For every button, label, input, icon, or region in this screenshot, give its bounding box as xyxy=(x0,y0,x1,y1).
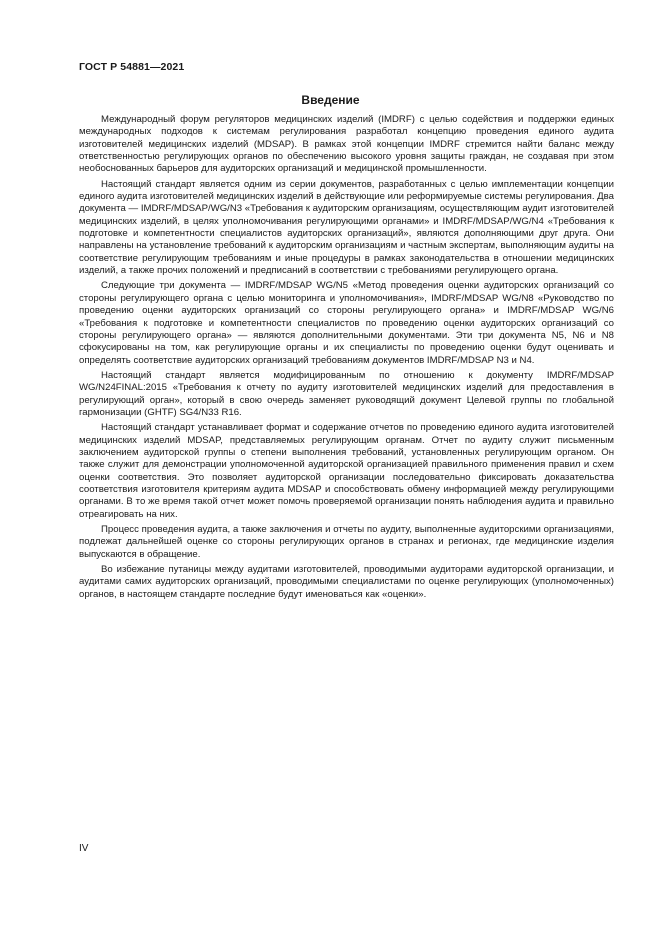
paragraph: Международный форум регуляторов медицинских изделий (IMDRF) с целью содействия и поддержки единых международных подходов к системам регулирования разработал концепцию проведения единого аудита изготовителей медицинских изделий (MDSAP). В рамках этой концепции IMDRF стремится найти баланс между ответственностью регулирующих органов по обеспечению высокого уровня защиты граждан, не создавая при этом необоснованных барьеров для аудиторских организаций и медицинской промышленности. xyxy=(79,114,614,175)
paragraph: Настоящий стандарт устанавливает формат и содержание отчетов по проведению единого аудита изготовителей медицинских изделий MDSAP, представляемых регулирующим органам. Отчет по аудиту служит письменным заключением аудиторской группы о степени выполнения требований, установленных регулирующим органом. Он также служит для демонстрации уполномоченной аудиторской организацией правильного применения правил и схем оценки соответствия. Это позволяет аудиторской организации последовательно фиксировать доказательства соответствия изготовителя критериям аудита MDSAP и способствовать обмену информацией между регулирующими органами. В то же время такой отчет может помочь проверяемой организации понять наблюдения аудита и правильно отреагировать на них. xyxy=(79,422,614,520)
section-title: Введение xyxy=(301,93,360,107)
paragraph: Процесс проведения аудита, а также заключения и отчеты по аудиту, выполненные аудиторскими организациями, подлежат дальнейшей оценке со стороны регулирующих органов в странах и регионах, где медицинские изделия выпускаются в обращение. xyxy=(79,524,614,560)
document-body xyxy=(79,114,614,604)
document-header-standard: ГОСТ Р 54881—2021 xyxy=(79,61,185,73)
paragraph: Во избежание путаницы между аудитами изготовителей, проводимыми аудиторами аудиторской организации, и аудитами самих аудиторских организаций, проводимыми специалистами по оценке регулирующих (уполномоченных) органов, в настоящем стандарте последние будут именоваться как «оценки». xyxy=(79,564,614,600)
paragraph: Следующие три документа — IMDRF/MDSAP WG/N5 «Метод проведения оценки аудиторских организаций со стороны регулирующего органа с целью мониторинга и уполномочивания», IMDRF/MDSAP WG/N8 «Руководство по проведению оценки аудиторских организаций со стороны регулирующего органа» и IMDRF/MDSAP WG/N6 «Требования к подготовке и компетентности специалистов по проведению оценки аудиторских организаций со стороны регулирующего органа» — являются дополнительными документами. Эти три документа N5, N6 и N8 сфокусированы на том, как регулирующие органы и их специалисты по проведению оценки будут оценивать и определять соответствие аудиторских организаций требованиям документов IMDRF/MDSAP N3 и N4. xyxy=(79,280,614,366)
paragraph: Настоящий стандарт является модифицированным по отношению к документу IMDRF/MDSAP WG/N24FINAL:2015 «Требования к отчету по аудиту изготовителей медицинских изделий для предоставления в регулирующий орган», который в свою очередь заменяет руководящий документ Целевой группы по глобальной гармонизации (GHTF) SG4/N33 R16. xyxy=(79,369,614,418)
page-number: IV xyxy=(79,843,89,854)
paragraph: Настоящий стандарт является одним из серии документов, разработанных с целью имплементации концепции единого аудита изготовителей медицинских изделий в действующие или реформируемые системы регулирования. Два документа — IMDRF/MDSAP/WG/N3 «Требования к аудиторским организациям, осуществляющим аудит изготовителей медицинских изделий, в целях уполномочивания регулирующими органами» и IMDRF/MDSAP/WG/N4 «Требования к подготовке и компетентности специалистов аудиторских организаций», являются дополняющими друг друга. Они направлены на установление требований к аудиторским организациям и частным экспертам, выполняющим аудиты на соответствие регулирующим требованиям и иные процедуры в рамках законодательства в отношении медицинских изделий, а также прочих положений и предписаний в соответствии с требованиями регулирующего органа. xyxy=(79,178,614,277)
